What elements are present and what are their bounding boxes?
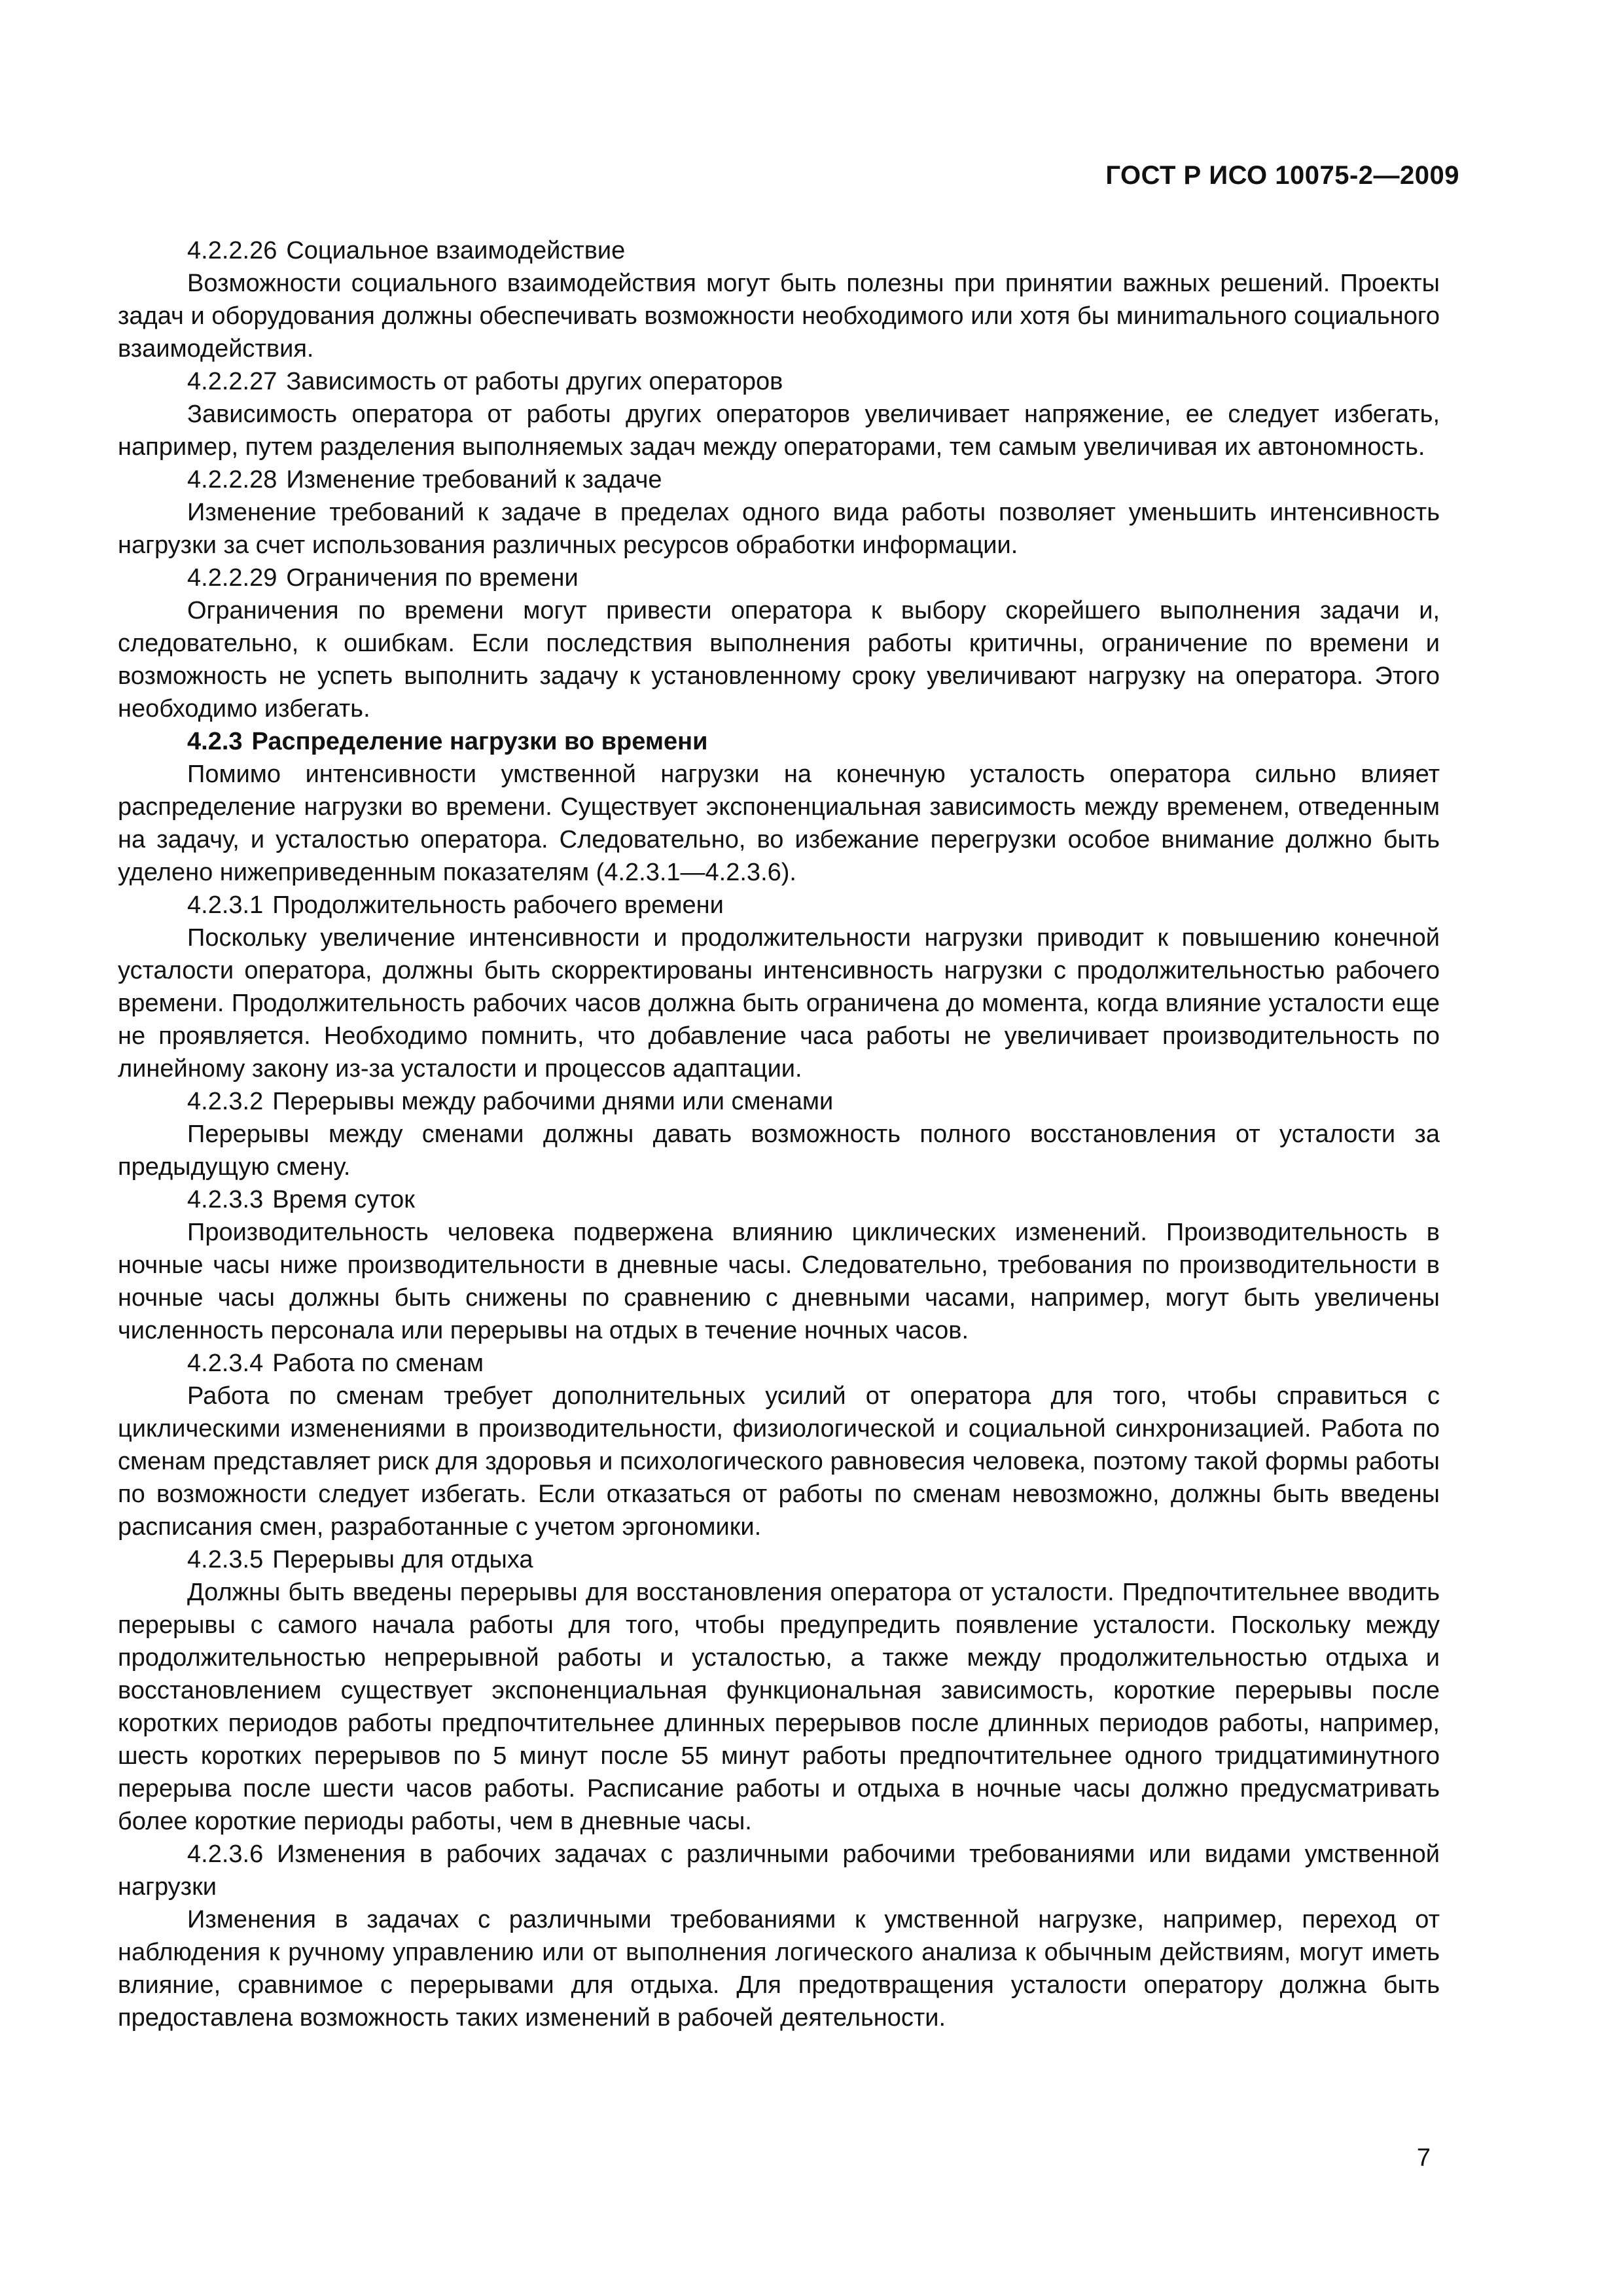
section-paragraph: Производительность человека подвержена влиянию циклических изменений. Производительность в ночные часы ниже производительности в дневные часы. Следовательно, требования по производительности в ночные часы должны быть снижены по сравнению с дневными часами, например, могут быть увеличены численность персонала или перерывы на отдых в течение ночных часов. bbox=[118, 1219, 1440, 1344]
section-number: 4.2.3 bbox=[187, 728, 243, 755]
section-heading bbox=[118, 1838, 1440, 1903]
section-number: 4.2.3.3 bbox=[187, 1186, 264, 1213]
section-paragraph: Изменения в задачах с различными требованиями к умственной нагрузке, например, переход от наблюдения к ручному управлению или от выполнения логического анализа к обычным действиям, могут иметь влияние, сравнимое с перерывами для отдыха. Для предотвращения усталости оператору должна быть предоставлена возможность таких изменений в рабочей деятельности. bbox=[118, 1906, 1440, 2032]
document-header: ГОСТ Р ИСО 10075-2—2009 bbox=[1105, 161, 1459, 190]
section-heading bbox=[118, 365, 1440, 398]
section-number: 4.2.3.5 bbox=[187, 1546, 264, 1573]
section-number: 4.2.3.1 bbox=[187, 891, 264, 919]
section-heading bbox=[118, 562, 1440, 594]
section-heading bbox=[118, 234, 1440, 267]
section-number: 4.2.3.4 bbox=[187, 1350, 264, 1377]
section-title: Перерывы между рабочими днями или сменами bbox=[272, 1088, 834, 1115]
section-number: 4.2.3.6 bbox=[187, 1840, 264, 1868]
section-title: Зависимость от работы других операторов bbox=[286, 368, 783, 395]
section-title: Время суток bbox=[272, 1186, 415, 1213]
section-number: 4.2.2.27 bbox=[187, 368, 277, 395]
section-paragraph: Зависимость оператора от работы других операторов увеличивает напряжение, ее следует избегать, например, путем разделения выполняемых задач между операторами, тем самым увеличивая их автономность. bbox=[118, 401, 1440, 461]
section-paragraph: Работа по сменам требует дополнительных усилий от оператора для того, чтобы справиться с циклическими изменениями в производительности, физиологической и социальной синхронизацией. Работа по сменам представляет риск для здоровья и психологического равновесия человека, поэтому такой формы работы по возможности следует избегать. Если отказаться от работы по сменам невозможно, должны быть введены расписания смен, разработанные с учетом эргономики. bbox=[118, 1382, 1440, 1541]
section-number: 4.2.2.26 bbox=[187, 237, 277, 264]
section-heading bbox=[118, 1543, 1440, 1576]
section-number: 4.2.2.28 bbox=[187, 466, 277, 493]
section-title: Социальное взаимодействие bbox=[286, 237, 626, 264]
section-paragraph: Возможности социального взаимодействия могут быть полезны при принятии важных решений. Проекты задач и оборудования должны обеспечивать возможности необходимого или хотя бы миниmального социального взаимодействия. bbox=[118, 270, 1440, 363]
section-title: Изменения в рабочих задачах с различными рабочими требованиями или видами умственной нагрузки bbox=[118, 1840, 1440, 1901]
section-heading bbox=[118, 1183, 1440, 1216]
section-title: Ограничения по времени bbox=[286, 564, 579, 592]
section-title: Изменение требований к задаче bbox=[286, 466, 662, 493]
page-number: 7 bbox=[1416, 2144, 1431, 2172]
document-body bbox=[118, 234, 1440, 2034]
section-paragraph: Помимо интенсивности умственной нагрузки на конечную усталость оператора сильно влияет распределение нагрузки во времени. Существует экспоненциальная зависимость между временем, отведенным на задачу, и усталостью оператора. Следовательно, во избежание перегрузки особое внимание должно быть уделено нижеприведенным показателям (4.2.3.1—4.2.3.6). bbox=[118, 761, 1440, 886]
subsection-heading bbox=[118, 725, 1440, 758]
section-paragraph: Поскольку увеличение интенсивности и продолжительности нагрузки приводит к повышению конечной усталости оператора, должны быть скорректированы интенсивность нагрузки с продолжительностью рабочего времени. Продолжительность рабочих часов должна быть ограничена до момента, когда влияние усталости еще не проявляется. Необходимо помнить, что добавление часа работы не увеличивает производительность по линейному закону из-за усталости и процессов адаптации. bbox=[118, 924, 1440, 1083]
section-paragraph: Должны быть введены перерывы для восстановления оператора от усталости. Предпочтительнее вводить перерывы с самого начала работы для того, чтобы предупредить появление усталости. Поскольку между продолжительностью непрерывной работы и усталостью, а также между продолжительностью отдыха и восстановлением существует экспоненциальная функциональная зависимость, короткие перерывы после коротких периодов работы предпочтительнее длинных перерывов после длинных периодов работы, например, шесть коротких перерывов по 5 минут после 55 минут работы предпочтительнее одного тридцатиминутного перерыва после шести часов работы. Расписание работы и отдыха в ночные часы должно предусматривать более короткие периоды работы, чем в дневные часы. bbox=[118, 1579, 1440, 1835]
section-number: 4.2.3.2 bbox=[187, 1088, 264, 1115]
section-heading bbox=[118, 1347, 1440, 1380]
section-heading bbox=[118, 463, 1440, 496]
section-paragraph: Перерывы между сменами должны давать возможность полного восстановления от усталости за предыдущую смену. bbox=[118, 1121, 1440, 1181]
section-number: 4.2.2.29 bbox=[187, 564, 277, 592]
section-heading bbox=[118, 889, 1440, 922]
section-title: Распределение нагрузки во времени bbox=[251, 728, 708, 755]
section-title: Перерывы для отдыха bbox=[272, 1546, 533, 1573]
section-paragraph: Изменение требований к задаче в пределах одного вида работы позволяет уменьшить интенсивность нагрузки за счет использования различных ресурсов обработки информации. bbox=[118, 499, 1440, 559]
section-heading bbox=[118, 1085, 1440, 1118]
section-title: Продолжительность рабочего времени bbox=[272, 891, 724, 919]
section-paragraph: Ограничения по времени могут привести оператора к выбору скорейшего выполнения задачи и, следовательно, к ошибкам. Если последствия выполнения работы критичны, ограничение по времени и возможность не успеть выполнить задачу к установленному сроку увеличивают нагрузку на оператора. Этого необходимо избегать. bbox=[118, 597, 1440, 723]
section-title: Работа по сменам bbox=[272, 1350, 484, 1377]
